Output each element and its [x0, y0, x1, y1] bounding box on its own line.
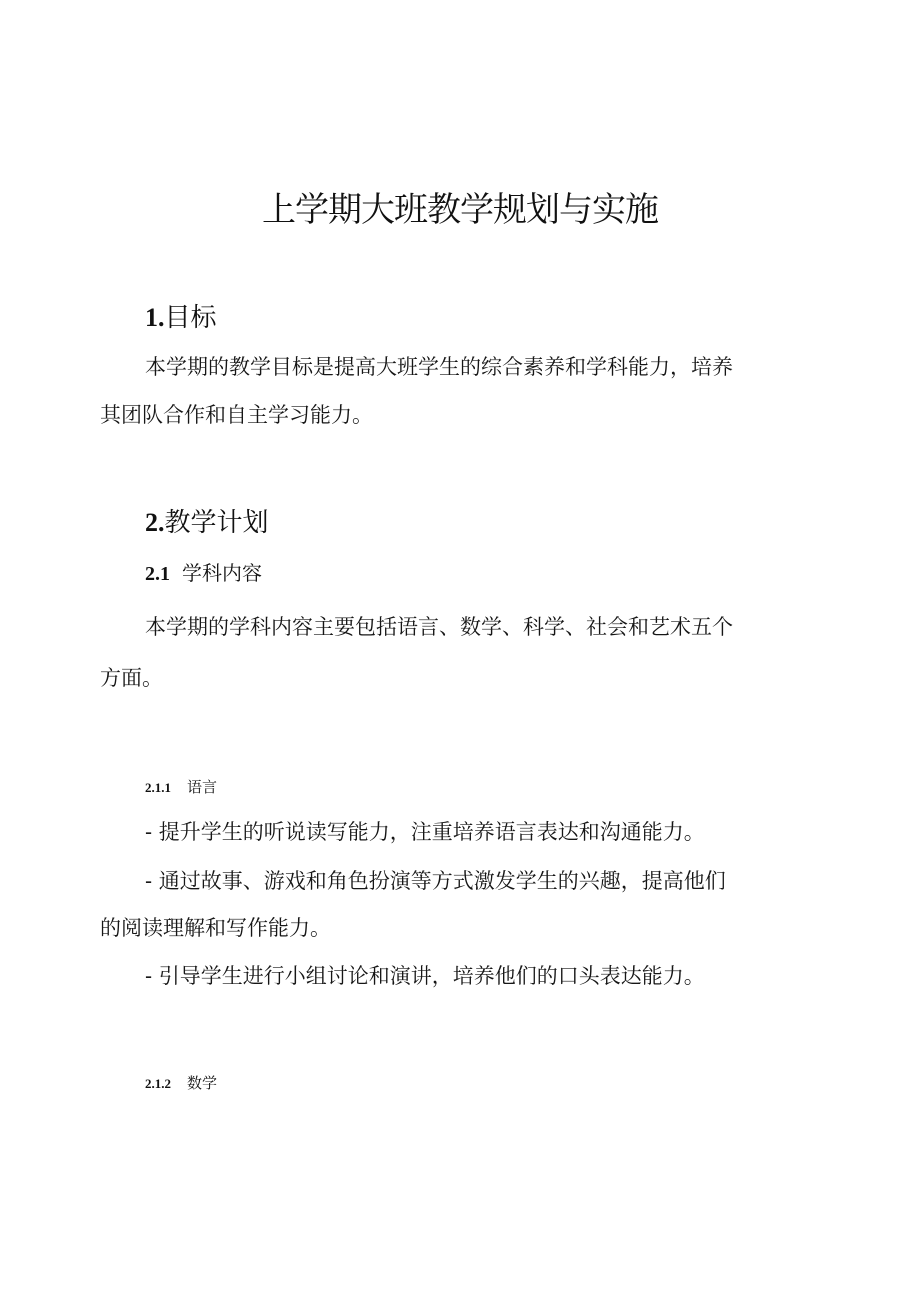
page-title: 上学期大班教学规划与实施: [262, 190, 658, 230]
list-item-continuation: 的阅读理解和写作能力。: [100, 916, 331, 940]
subsubsection-number: 2.1.1: [145, 780, 171, 795]
section-title: 目标: [164, 303, 217, 333]
section-number: 1.: [145, 303, 165, 332]
subsubsection-heading-math: [145, 1071, 217, 1096]
subsection-title: 学科内容: [182, 561, 262, 585]
section-title: 教学计划: [164, 508, 269, 538]
list-item: - 引导学生进行小组讨论和演讲，培养他们的口头表达能力。: [145, 964, 705, 988]
subsection-number: 2.1: [145, 563, 170, 585]
subsubsection-title: 数学: [187, 1074, 218, 1092]
paragraph-line: 本学期的学科内容主要包括语言、数学、科学、社会和艺术五个: [145, 615, 733, 639]
list-item: - 提升学生的听说读写能力，注重培养语言表达和沟通能力。: [145, 820, 705, 844]
paragraph-line: 方面。: [100, 666, 163, 690]
section-heading-teaching-plan: [145, 503, 269, 543]
paragraph-line: 其团队合作和自主学习能力。: [100, 403, 373, 427]
subsubsection-number: 2.1.2: [145, 1076, 171, 1091]
list-item: - 通过故事、游戏和角色扮演等方式激发学生的兴趣，提高他们: [145, 869, 726, 893]
subsection-heading-subject-content: [145, 557, 262, 590]
subsubsection-title: 语言: [187, 778, 218, 796]
paragraph-line: 本学期的教学目标是提高大班学生的综合素养和学科能力，培养: [145, 355, 733, 379]
section-heading-goals: [145, 298, 217, 338]
subsubsection-heading-language: [145, 775, 217, 800]
section-number: 2.: [145, 508, 165, 537]
